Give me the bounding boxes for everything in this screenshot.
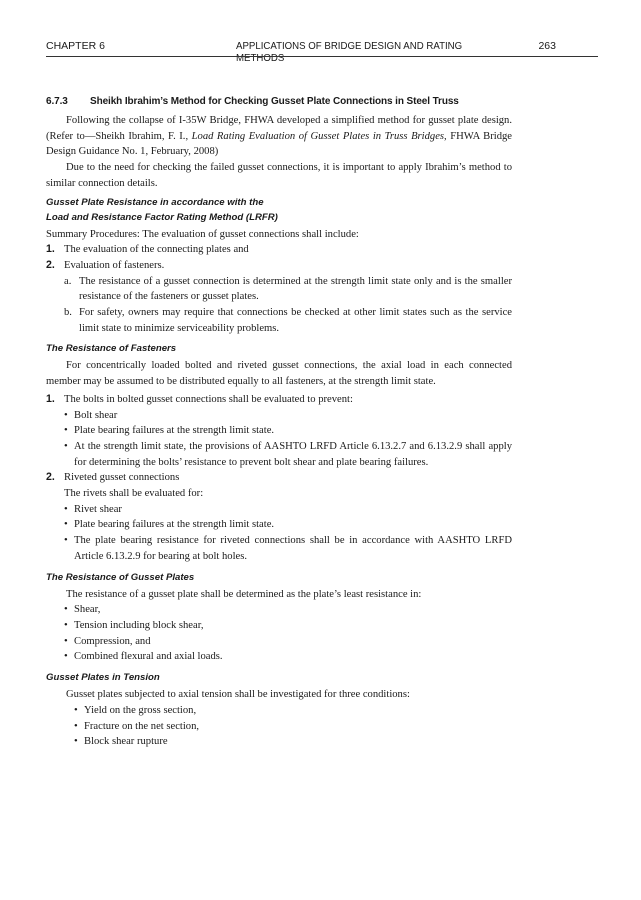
item-number: 1.	[46, 392, 55, 405]
bullet-icon: •	[74, 736, 78, 748]
bullet-icon: •	[64, 635, 68, 647]
bullet-text: Block shear rupture	[84, 736, 168, 748]
subitem-letter: b.	[64, 307, 72, 319]
item-text: The bolts in bolted gusset connections shall be evaluated to prevent:	[64, 393, 353, 405]
lrfr-subitem	[46, 274, 512, 305]
plates-paragraph: The resistance of a gusset plate shall be determined as the plate’s least resistance in:	[66, 588, 422, 600]
intro-text-a: Following the collapse of I-35W Bridge, FHWA developed a simplified method for gusset plate design. (Refer to—Sheikh Ibrahim, F. I.,	[46, 115, 512, 142]
bullet-icon: •	[64, 651, 68, 663]
item-number: 1.	[46, 243, 55, 256]
bullet-text: At the strength limit state, the provisions of AASHTO LRFD Article 6.13.2.7 and 6.13.2.9 shall apply for determining the bolts’ resistance to prevent bolt shear and plate bearing failures.	[74, 440, 512, 468]
section-number: 6.7.3	[46, 96, 68, 107]
item-text: Riveted gusset connections	[64, 472, 180, 484]
intro-paragraph-2: Due to the need for checking the failed gusset connections, it is important to apply Ibrahim’s method to similar connection details.	[46, 162, 512, 189]
list-item	[64, 502, 512, 518]
page	[46, 40, 556, 750]
bullet-text: Combined flexural and axial loads.	[74, 651, 223, 663]
list-item	[64, 649, 512, 665]
list-item	[74, 734, 512, 750]
bullet-text: Tension including block shear,	[74, 619, 204, 631]
tension-bullets	[46, 703, 512, 750]
lrfr-heading-line2: Load and Resistance Factor Rating Method (LRFR)	[46, 211, 278, 223]
bullet-text: Compression, and	[74, 635, 151, 647]
running-head	[46, 40, 556, 64]
tension-heading: Gusset Plates in Tension	[46, 672, 160, 684]
list-item	[64, 602, 512, 618]
bolt-bullets	[46, 408, 512, 471]
bullet-icon: •	[64, 619, 68, 631]
bullet-icon: •	[64, 519, 68, 531]
plates-bullets	[46, 602, 512, 665]
chapter-label: CHAPTER 6	[46, 40, 105, 52]
header-rule	[46, 56, 598, 57]
page-number: 263	[538, 40, 556, 52]
intro-paragraph-1	[46, 113, 512, 160]
intro-text-b: FHWA Bridge Design Guidance No. 1, February, 2008)	[46, 130, 512, 158]
section-title: Sheikh Ibrahim’s Method for Checking Gusset Plate Connections in Steel Truss	[90, 96, 459, 107]
subitem-text: The resistance of a gusset connection is determined at the strength limit state only and is the smaller resistance of the fasteners or gusset plates.	[79, 275, 512, 303]
item-text: The evaluation of the connecting plates and	[64, 244, 249, 256]
list-item	[64, 423, 512, 439]
bullet-icon: •	[64, 440, 68, 452]
chapter-title: APPLICATIONS OF BRIDGE DESIGN AND RATING METHODS	[236, 40, 463, 64]
bullet-icon: •	[64, 604, 68, 616]
bullet-icon: •	[64, 425, 68, 437]
lrfr-item	[46, 258, 512, 274]
tension-paragraph: Gusset plates subjected to axial tension shall be investigated for three conditions:	[66, 689, 410, 701]
fasteners-heading: The Resistance of Fasteners	[46, 343, 177, 355]
list-item	[64, 517, 512, 533]
bullet-icon: •	[64, 409, 68, 421]
bullet-text: Bolt shear	[74, 409, 118, 421]
list-item	[74, 703, 512, 719]
list-item	[64, 439, 512, 470]
lrfr-heading-line1: Gusset Plate Resistance in accordance with the	[46, 196, 264, 208]
bullet-text: Yield on the gross section,	[84, 704, 197, 716]
item-number: 2.	[46, 471, 55, 484]
bullet-text: Plate bearing failures at the strength limit state.	[74, 519, 275, 531]
list-item	[64, 618, 512, 634]
rivet-intro: The rivets shall be evaluated for:	[64, 488, 204, 500]
list-item	[64, 533, 512, 564]
intro-citation-title: Load Rating Evaluation of Gusset Plates in Truss Bridges,	[191, 130, 447, 142]
lrfr-item	[46, 242, 512, 258]
lrfr-subitem	[46, 305, 512, 336]
bullet-text: Fracture on the net section,	[84, 720, 200, 732]
bullet-icon: •	[74, 720, 78, 732]
rivet-bullets	[46, 502, 512, 565]
fasteners-item-1	[46, 392, 512, 408]
fasteners-paragraph: For concentrically loaded bolted and riveted gusset connections, the axial load in each connected member may be assumed to be distributed equally to all fasteners, at the strength limit state.	[46, 360, 512, 388]
list-item	[74, 719, 512, 735]
list-item	[64, 408, 512, 424]
bullet-text: Plate bearing failures at the strength limit state.	[74, 425, 275, 437]
subitem-letter: a.	[64, 275, 72, 287]
plates-heading: The Resistance of Gusset Plates	[46, 571, 195, 583]
lrfr-summary: Summary Procedures: The evaluation of gusset connections shall include:	[46, 228, 359, 240]
subitem-text: For safety, owners may require that connections be checked at other limit states such as the service limit state to minimize serviceability problems.	[79, 307, 512, 334]
item-number: 2.	[46, 258, 55, 271]
item-text: Evaluation of fasteners.	[64, 259, 165, 271]
bullet-text: The plate bearing resistance for riveted connections shall be in accordance with AASHTO LRFD Article 6.13.2.9 for bearing at bolt holes.	[74, 535, 512, 562]
bullet-icon: •	[64, 535, 68, 547]
bullet-icon: •	[64, 503, 68, 515]
bullet-icon: •	[74, 704, 78, 716]
fasteners-item-2	[46, 470, 512, 486]
bullet-text: Shear,	[74, 604, 101, 616]
list-item	[64, 634, 512, 650]
lrfr-heading	[46, 195, 512, 225]
section-heading	[46, 96, 512, 107]
bullet-text: Rivet shear	[74, 503, 122, 515]
